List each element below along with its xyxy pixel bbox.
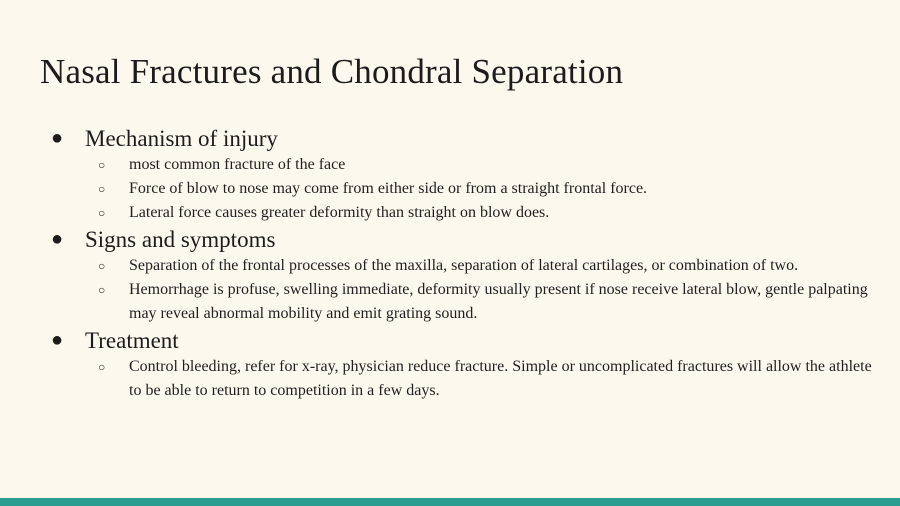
list-item bbox=[40, 355, 872, 403]
list-item bbox=[40, 201, 872, 225]
bullet-icon: ● bbox=[51, 127, 64, 149]
list-item bbox=[40, 278, 872, 326]
section-heading bbox=[40, 326, 872, 355]
sub-bullet-icon: ○ bbox=[98, 360, 106, 374]
section-heading-text: Treatment bbox=[85, 328, 179, 353]
slide-body bbox=[40, 124, 872, 403]
list-item-text: Separation of the frontal processes of the maxilla, separation of lateral cartilages, or combination of two. bbox=[129, 257, 799, 274]
sub-bullet-icon: ○ bbox=[98, 182, 106, 196]
sub-bullet-icon: ○ bbox=[98, 158, 106, 172]
bullet-icon: ● bbox=[51, 228, 64, 250]
section-heading bbox=[40, 124, 872, 153]
list-item-text: Hemorrhage is profuse, swelling immediate, deformity usually present if nose receive lateral blow, gentle palpating may reveal abnormal mobility and emit grating sound. bbox=[129, 281, 868, 322]
bullet-icon: ● bbox=[51, 329, 64, 351]
sub-bullet-icon: ○ bbox=[98, 206, 106, 220]
list-item bbox=[40, 254, 872, 278]
list-item-text: Control bleeding, refer for x-ray, physician reduce fracture. Simple or uncomplicated fractures will allow the athlete to be able to return to competition in a few days. bbox=[129, 358, 872, 399]
sub-bullet-icon: ○ bbox=[98, 283, 106, 297]
list-item-text: Force of blow to nose may come from either side or from a straight frontal force. bbox=[129, 180, 648, 197]
section-heading-text: Mechanism of injury bbox=[85, 126, 278, 151]
list-item-text: Lateral force causes greater deformity than straight on blow does. bbox=[129, 204, 550, 221]
slide-title: Nasal Fractures and Chondral Separation bbox=[40, 52, 624, 91]
accent-bar bbox=[0, 498, 900, 506]
section-heading bbox=[40, 225, 872, 254]
list-item bbox=[40, 177, 872, 201]
list-item bbox=[40, 153, 872, 177]
sub-bullet-icon: ○ bbox=[98, 259, 106, 273]
list-item-text: most common fracture of the face bbox=[129, 156, 346, 173]
section-heading-text: Signs and symptoms bbox=[85, 227, 276, 252]
